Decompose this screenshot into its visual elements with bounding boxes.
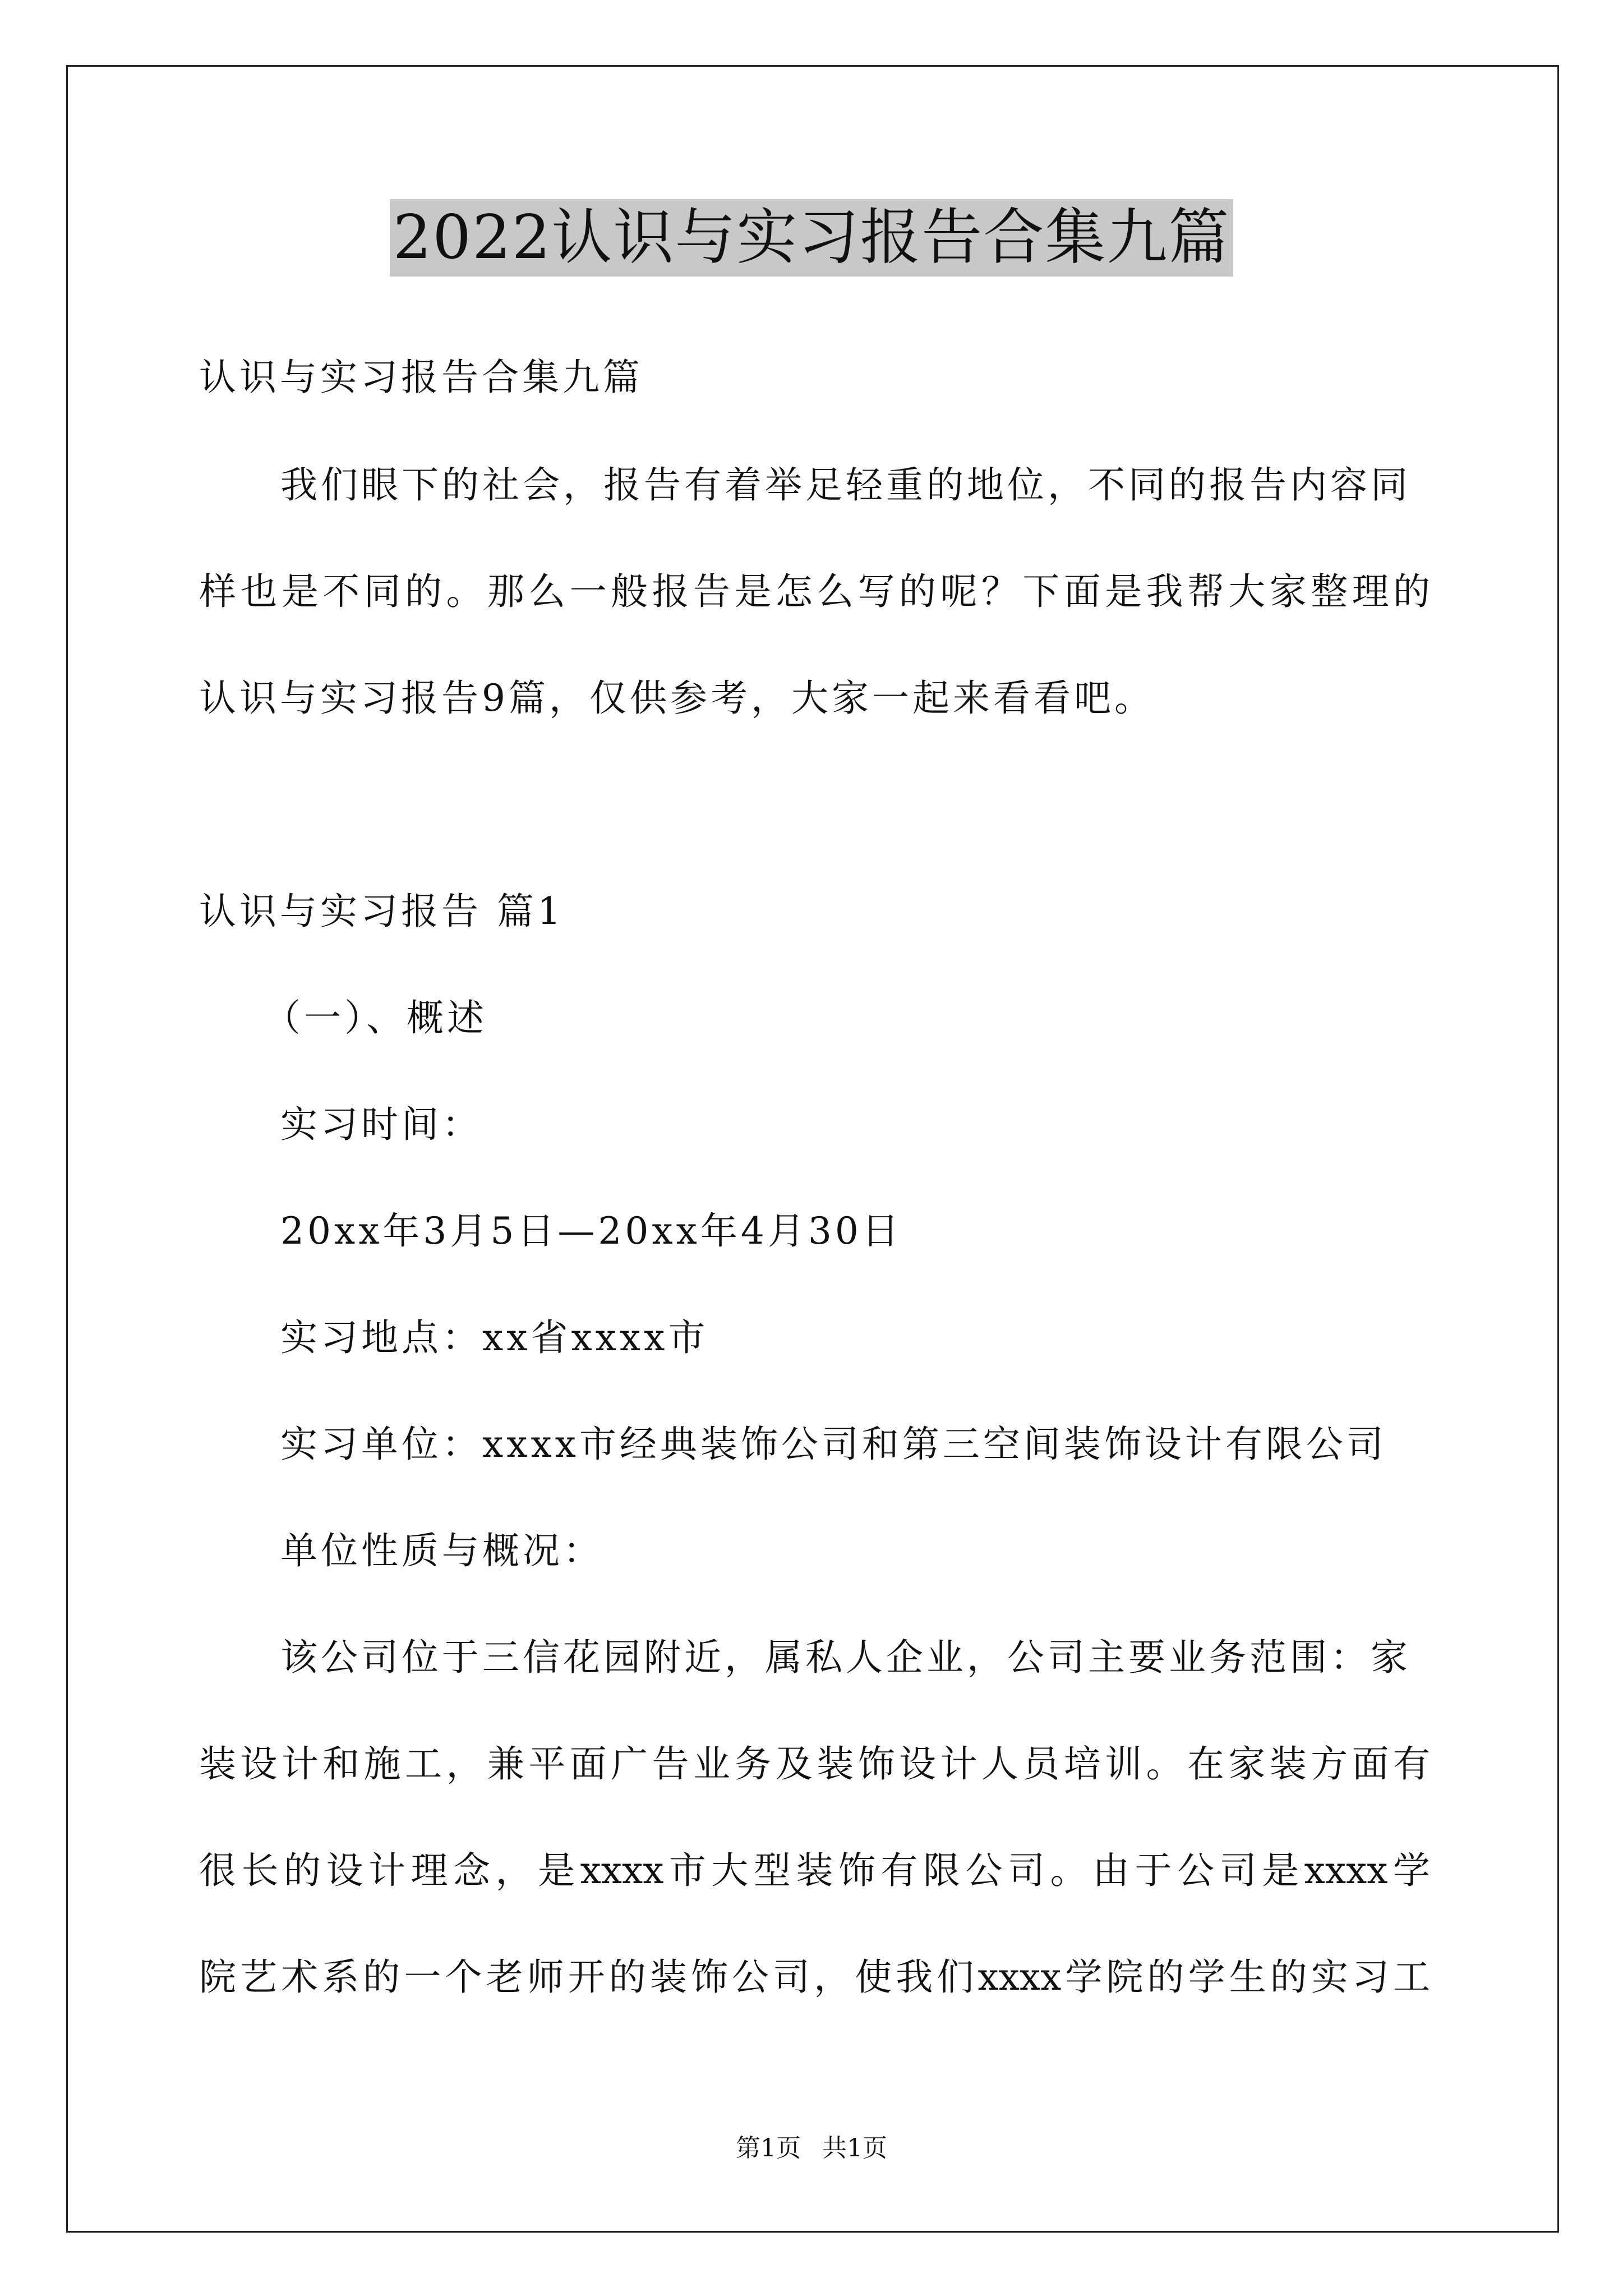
page-total: 共1页 <box>822 2134 887 2162</box>
document-title: 2022认识与实习报告合集九篇 <box>390 199 1234 277</box>
paragraph-line: 实习时间： <box>280 1103 482 1146</box>
section-heading: 认识与实习报告 篇1 <box>199 890 564 933</box>
paragraph-line: 实习单位：xxxx市经典装饰公司和第三空间装饰设计有限公司 <box>280 1423 1387 1466</box>
paragraph-line: 实习地点：xx省xxxx市 <box>280 1316 709 1359</box>
page-number: 第1页 <box>736 2134 801 2162</box>
paragraph-line: 院艺术系的一个老师开的装饰公司，使我们xxxx学院的学生的实习工 <box>199 1955 1430 1999</box>
subtitle-line: 认识与实习报告合集九篇 <box>199 356 643 399</box>
subsection-heading: （一）、概述 <box>264 996 487 1039</box>
paragraph-line: 装设计和施工，兼平面广告业务及装饰设计人员培训。在家装方面有 <box>199 1742 1430 1786</box>
paragraph-line: 认识与实习报告9篇，仅供参考，大家一起来看看吧。 <box>199 677 1155 720</box>
paragraph-line: 样也是不同的。那么一般报告是怎么写的呢？下面是我帮大家整理的 <box>199 570 1430 613</box>
paragraph-line: 很长的设计理念，是xxxx市大型装饰有限公司。由于公司是xxxx学 <box>199 1849 1430 1892</box>
paragraph-line: 单位性质与概况： <box>280 1529 603 1572</box>
paragraph-line: 该公司位于三信花园附近，属私人企业，公司主要业务范围：家 <box>280 1636 1411 1679</box>
page-footer <box>0 2132 1623 2165</box>
paragraph-line: 20xx年3月5日—20xx年4月30日 <box>280 1209 902 1253</box>
title-container <box>0 199 1623 277</box>
paragraph-line: 我们眼下的社会，报告有着举足轻重的地位，不同的报告内容同 <box>280 463 1411 507</box>
